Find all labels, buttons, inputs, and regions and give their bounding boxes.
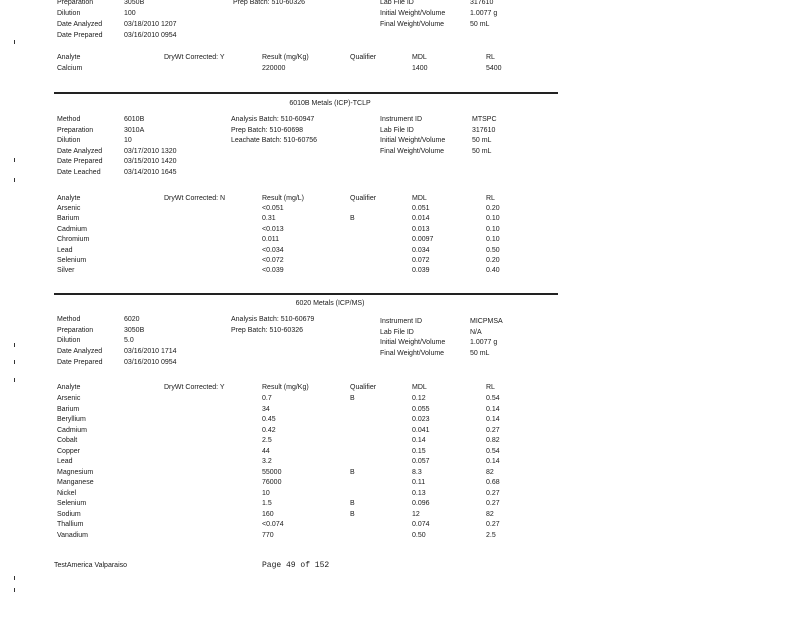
qualifier-value: B xyxy=(350,510,355,518)
mdl-value: 0.0097 xyxy=(412,236,434,244)
analyte-name: Thallium xyxy=(57,521,84,528)
result-value: 160 xyxy=(262,510,274,518)
column-header-result: Result (mg/L) xyxy=(262,195,305,202)
column-header-qualifier: Qualifier xyxy=(350,195,377,202)
instrument-label: Initial Weight/Volume xyxy=(380,10,446,17)
mdl-value: 0.023 xyxy=(412,416,430,423)
param-label: Date Analyzed xyxy=(57,147,103,155)
column-header-qualifier: Qualifier xyxy=(350,54,377,61)
instrument-value: 50 mL xyxy=(472,137,492,144)
section-divider xyxy=(54,293,558,295)
rl-value: 0.14 xyxy=(486,416,500,423)
rl-value: 0.82 xyxy=(486,437,500,444)
column-header-drywt: DryWt Corrected: N xyxy=(164,195,226,202)
analyte-name: Cobalt xyxy=(57,437,78,444)
column-header-analyte: Analyte xyxy=(57,384,81,391)
result-value: 1.5 xyxy=(262,500,272,507)
analyte-name: Nickel xyxy=(57,489,77,497)
analyte-name: Barium xyxy=(57,405,80,413)
column-header-qualifier: Qualifier xyxy=(350,384,377,391)
param-value: 6010B xyxy=(124,116,145,123)
column-header-rl: RL xyxy=(486,195,495,202)
mdl-value: 0.051 xyxy=(412,205,430,212)
param-value: 03/15/2010 1420 xyxy=(124,158,177,165)
rl-value: 0.50 xyxy=(486,246,500,254)
analyte-name: Manganese xyxy=(57,479,94,486)
analyte-name: Silver xyxy=(57,267,75,275)
result-value: 76000 xyxy=(262,479,282,486)
mdl-value: 0.15 xyxy=(412,447,426,455)
footer-company: TestAmerica Valparaiso xyxy=(54,562,128,569)
instrument-value: N/A xyxy=(470,328,482,336)
batch-info: Analysis Batch: 510-60947 xyxy=(231,116,315,123)
param-label: Method xyxy=(57,316,81,323)
column-header-mdl: MDL xyxy=(412,195,427,202)
mdl-value: 0.12 xyxy=(412,395,426,402)
mdl-value: 0.11 xyxy=(412,479,426,486)
mdl-value: 12 xyxy=(412,510,420,518)
batch-info: Analysis Batch: 510-60679 xyxy=(231,316,315,323)
analyte-name: Selenium xyxy=(57,500,87,507)
analyte-name: Selenium xyxy=(57,257,87,264)
column-header-mdl: MDL xyxy=(412,384,427,391)
mdl-value: 0.034 xyxy=(412,246,430,254)
rl-value: 82 xyxy=(486,468,494,476)
analyte-name: Cadmium xyxy=(57,225,87,233)
rl-value: 82 xyxy=(486,510,494,518)
qualifier-value: B xyxy=(350,215,355,223)
param-label: Preparation xyxy=(57,126,94,134)
qualifier-value: B xyxy=(350,468,355,476)
result-value: 55000 xyxy=(262,468,282,476)
column-header-analyte: Analyte xyxy=(57,195,81,202)
mdl-value: 0.055 xyxy=(412,405,430,413)
analyte-name: Lead xyxy=(57,458,73,465)
result-value: <0.074 xyxy=(262,521,284,528)
mdl-value: 0.057 xyxy=(412,458,430,465)
result-value: 0.7 xyxy=(262,395,272,402)
batch-info: Prep Batch: 510-60326 xyxy=(231,326,303,334)
margin-mark xyxy=(14,576,15,580)
column-header-drywt: DryWt Corrected: Y xyxy=(164,54,225,61)
result-value: <0.072 xyxy=(262,257,284,264)
batch-info: Prep Batch: 510-60326 xyxy=(233,0,305,6)
param-label: Preparation xyxy=(57,326,94,334)
analyte-name: Lead xyxy=(57,246,73,254)
param-value: 03/17/2010 1320 xyxy=(124,147,177,155)
section-divider xyxy=(54,92,558,94)
result-value: 3.2 xyxy=(262,458,272,465)
rl-value: 2.5 xyxy=(486,531,496,539)
result-value: 34 xyxy=(262,405,270,413)
param-value: 5.0 xyxy=(124,337,134,345)
margin-mark xyxy=(14,588,15,592)
result-value: 0.011 xyxy=(262,236,279,244)
param-label: Preparation xyxy=(57,0,94,6)
instrument-label: Lab File ID xyxy=(380,0,414,6)
mdl-value: 0.039 xyxy=(412,267,430,275)
analyte-name: Copper xyxy=(57,447,80,455)
rl-value: 0.20 xyxy=(486,257,500,264)
mdl-value: 0.50 xyxy=(412,531,426,539)
param-label: Date Leached xyxy=(57,168,101,176)
param-value: 3050B xyxy=(124,0,145,6)
result-value: <0.039 xyxy=(262,267,284,275)
mdl-value: 0.14 xyxy=(412,437,426,444)
param-value: 03/16/2010 1714 xyxy=(124,348,177,356)
param-label: Date Prepared xyxy=(57,158,103,165)
rl-value: 0.10 xyxy=(486,215,500,223)
instrument-label: Instrument ID xyxy=(380,318,423,325)
rl-value: 0.27 xyxy=(486,489,500,497)
rl-value: 0.54 xyxy=(486,447,500,455)
param-value: 03/14/2010 1645 xyxy=(124,168,177,176)
param-value: 3010A xyxy=(124,126,145,134)
param-label: Dilution xyxy=(57,137,81,144)
param-value: 100 xyxy=(124,10,136,17)
instrument-value: 317610 xyxy=(470,0,494,6)
result-value: 2.5 xyxy=(262,437,272,444)
column-header-result: Result (mg/Kg) xyxy=(262,384,309,391)
analyte-name: Vanadium xyxy=(57,531,89,539)
param-value: 03/16/2010 0954 xyxy=(124,358,177,366)
param-label: Method xyxy=(57,116,81,123)
rl-value: 0.27 xyxy=(486,426,500,434)
instrument-value: MICPMSA xyxy=(470,318,503,325)
param-label: Date Prepared xyxy=(57,358,103,366)
rl-value: 0.40 xyxy=(486,267,500,275)
instrument-label: Final Weight/Volume xyxy=(380,21,445,28)
mdl-value: 8.3 xyxy=(412,468,422,476)
mdl-value: 0.014 xyxy=(412,215,430,223)
rl-value: 0.14 xyxy=(486,405,500,413)
result-value: 44 xyxy=(262,447,270,455)
result-value: <0.013 xyxy=(262,225,284,233)
result-value: 770 xyxy=(262,531,274,539)
rl-value: 0.54 xyxy=(486,395,500,402)
instrument-value: 50 mL xyxy=(470,350,490,358)
instrument-label: Lab File ID xyxy=(380,328,414,336)
instrument-value: 1.0077 g xyxy=(470,10,498,17)
param-label: Date Analyzed xyxy=(57,348,103,356)
margin-mark xyxy=(14,343,15,347)
mdl-value: 1400 xyxy=(412,65,428,72)
result-value: 0.42 xyxy=(262,426,276,434)
mdl-value: 0.096 xyxy=(412,500,430,507)
qualifier-value: B xyxy=(350,395,355,402)
instrument-label: Lab File ID xyxy=(380,126,414,134)
analyte-name: Barium xyxy=(57,215,80,223)
rl-value: 0.10 xyxy=(486,225,500,233)
rl-value: 0.68 xyxy=(486,479,500,486)
margin-mark xyxy=(14,378,15,382)
param-value: 6020 xyxy=(124,316,140,323)
instrument-label: Final Weight/Volume xyxy=(380,350,445,358)
rl-value: 0.14 xyxy=(486,458,500,465)
instrument-value: 317610 xyxy=(472,126,496,134)
column-header-mdl: MDL xyxy=(412,54,427,61)
margin-mark xyxy=(14,40,15,44)
analyte-name: Sodium xyxy=(57,510,81,518)
instrument-label: Instrument ID xyxy=(380,116,423,123)
rl-value: 0.27 xyxy=(486,521,500,528)
mdl-value: 0.072 xyxy=(412,257,430,264)
margin-mark xyxy=(14,158,15,162)
result-value: 0.31 xyxy=(262,215,276,223)
rl-value: 0.20 xyxy=(486,205,500,212)
instrument-label: Initial Weight/Volume xyxy=(380,137,446,144)
column-header-analyte: Analyte xyxy=(57,54,81,61)
instrument-value: 1.0077 g xyxy=(470,339,498,347)
batch-info: Leachate Batch: 510-60756 xyxy=(231,137,318,144)
column-header-drywt: DryWt Corrected: Y xyxy=(164,384,225,391)
rl-value: 0.27 xyxy=(486,500,500,507)
mdl-value: 0.074 xyxy=(412,521,430,528)
instrument-value: MTSPC xyxy=(472,116,497,123)
mdl-value: 0.13 xyxy=(412,489,426,497)
param-label: Date Prepared xyxy=(57,32,103,39)
param-label: Date Analyzed xyxy=(57,21,103,28)
margin-mark xyxy=(14,178,15,182)
analyte-name: Chromium xyxy=(57,236,90,244)
analyte-name: Magnesium xyxy=(57,468,94,476)
instrument-value: 50 mL xyxy=(470,21,490,28)
column-header-result: Result (mg/Kg) xyxy=(262,54,309,61)
rl-value: 5400 xyxy=(486,65,502,72)
mdl-value: 0.041 xyxy=(412,426,430,434)
param-value: 03/18/2010 1207 xyxy=(124,21,177,28)
result-value: 220000 xyxy=(262,65,286,72)
analyte-name: Calcium xyxy=(57,65,83,72)
column-header-rl: RL xyxy=(486,384,495,391)
param-label: Dilution xyxy=(57,10,81,17)
param-label: Dilution xyxy=(57,337,81,345)
param-value: 10 xyxy=(124,137,132,144)
rl-value: 0.10 xyxy=(486,236,500,244)
analyte-name: Cadmium xyxy=(57,426,87,434)
qualifier-value: B xyxy=(350,500,355,507)
result-value: 10 xyxy=(262,489,270,497)
instrument-value: 50 mL xyxy=(472,147,492,155)
instrument-label: Initial Weight/Volume xyxy=(380,339,446,347)
param-value: 3050B xyxy=(124,326,145,334)
result-value: 0.45 xyxy=(262,416,276,423)
mdl-value: 0.013 xyxy=(412,225,430,233)
instrument-label: Final Weight/Volume xyxy=(380,147,445,155)
footer-page-number: Page 49 of 152 xyxy=(262,561,330,570)
analyte-name: Arsenic xyxy=(57,205,81,212)
analyte-name: Arsenic xyxy=(57,395,81,402)
section-title: 6010B Metals (ICP)-TCLP xyxy=(289,100,371,107)
section-title: 6020 Metals (ICP/MS) xyxy=(295,300,365,307)
param-value: 03/16/2010 0954 xyxy=(124,32,177,39)
result-value: <0.034 xyxy=(262,246,284,254)
analyte-name: Beryllium xyxy=(57,416,86,423)
margin-mark xyxy=(14,360,15,364)
result-value: <0.051 xyxy=(262,205,284,212)
batch-info: Prep Batch: 510-60698 xyxy=(231,126,303,134)
column-header-rl: RL xyxy=(486,54,495,61)
